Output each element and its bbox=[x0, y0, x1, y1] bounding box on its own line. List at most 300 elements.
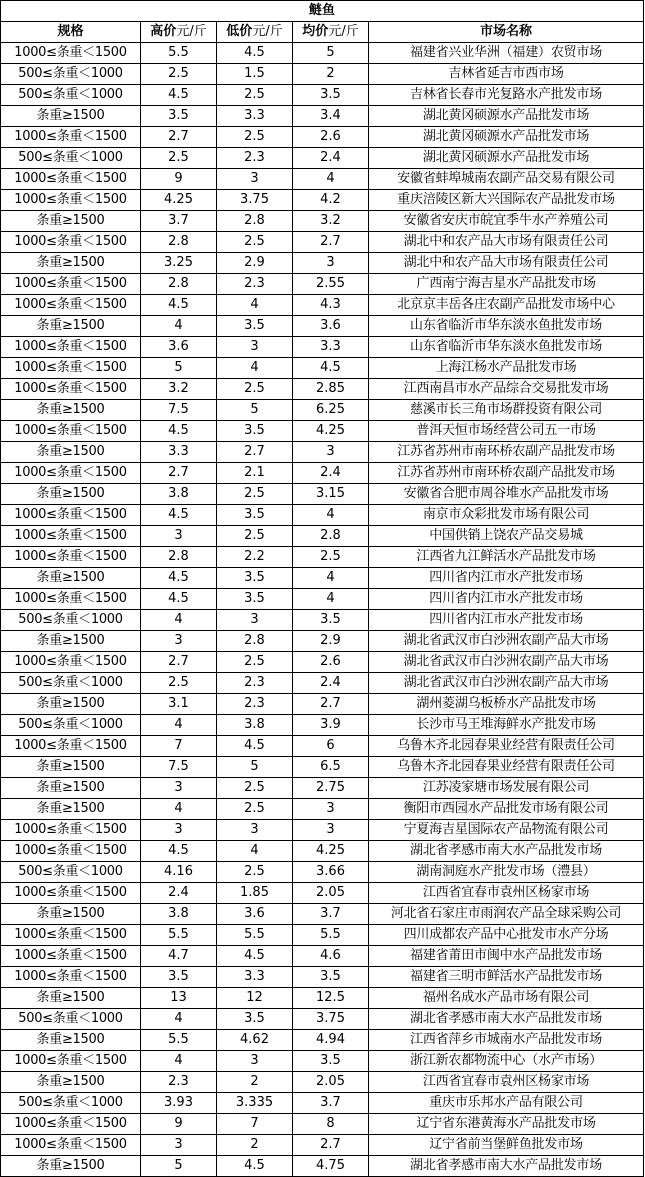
low-price-cell: 2 bbox=[217, 1072, 293, 1093]
high-price-cell: 4.5 bbox=[141, 421, 217, 442]
market-name-cell: 中国供销上饶农产品交易城 bbox=[369, 526, 644, 547]
spec-cell: 1000≤条重＜1500 bbox=[1, 274, 141, 295]
table-row bbox=[1, 316, 644, 337]
spec-cell: 条重≥1500 bbox=[1, 1072, 141, 1093]
low-price-cell: 2.8 bbox=[217, 211, 293, 232]
table-row bbox=[1, 211, 644, 232]
spec-cell: 1000≤条重＜1500 bbox=[1, 127, 141, 148]
market-name-cell: 南京市众彩批发市场有限公司 bbox=[369, 505, 644, 526]
market-name-cell: 四川省内江市水产批发市场 bbox=[369, 589, 644, 610]
spec-cell: 500≤条重＜1000 bbox=[1, 1093, 141, 1114]
low-price-cell: 3 bbox=[217, 169, 293, 190]
avg-price-cell: 3.3 bbox=[293, 337, 369, 358]
spec-cell: 1000≤条重＜1500 bbox=[1, 232, 141, 253]
market-name-cell: 江西省萍乡市城南水产品批发市场 bbox=[369, 1030, 644, 1051]
table-row bbox=[1, 358, 644, 379]
high-price-cell: 4.5 bbox=[141, 589, 217, 610]
avg-price-cell: 3 bbox=[293, 253, 369, 274]
market-name-cell: 福建省三明市鲜活水产品批发市场 bbox=[369, 967, 644, 988]
high-price-cell: 9 bbox=[141, 169, 217, 190]
market-name-cell: 湖北省武汉市白沙洲农副产品大市场 bbox=[369, 673, 644, 694]
low-price-cell: 2.1 bbox=[217, 463, 293, 484]
high-price-cell: 5.5 bbox=[141, 43, 217, 64]
low-price-cell: 3 bbox=[217, 1051, 293, 1072]
avg-price-cell: 2.7 bbox=[293, 1135, 369, 1156]
spec-cell: 条重≥1500 bbox=[1, 631, 141, 652]
header-high-unit: 元/斤 bbox=[176, 24, 207, 39]
high-price-cell: 4 bbox=[141, 799, 217, 820]
high-price-cell: 7.5 bbox=[141, 757, 217, 778]
low-price-cell: 3.75 bbox=[217, 190, 293, 211]
low-price-cell: 2 bbox=[217, 1135, 293, 1156]
spec-cell: 1000≤条重＜1500 bbox=[1, 505, 141, 526]
spec-cell: 1000≤条重＜1500 bbox=[1, 1135, 141, 1156]
market-name-cell: 江西省宜春市袁州区杨家市场 bbox=[369, 1072, 644, 1093]
spec-cell: 条重≥1500 bbox=[1, 400, 141, 421]
high-price-cell: 4.5 bbox=[141, 295, 217, 316]
table-row bbox=[1, 1093, 644, 1114]
avg-price-cell: 5.5 bbox=[293, 925, 369, 946]
market-name-cell: 吉林省长春市光复路水产批发市场 bbox=[369, 85, 644, 106]
high-price-cell: 7.5 bbox=[141, 400, 217, 421]
avg-price-cell: 4 bbox=[293, 505, 369, 526]
table-row bbox=[1, 631, 644, 652]
table-row bbox=[1, 589, 644, 610]
table-row bbox=[1, 1051, 644, 1072]
market-name-cell: 四川省内江市水产批发市场 bbox=[369, 610, 644, 631]
market-name-cell: 长沙市马王堆海鲜水产批发市场 bbox=[369, 715, 644, 736]
table-row bbox=[1, 736, 644, 757]
table-row bbox=[1, 442, 644, 463]
header-high-label: 高价 bbox=[150, 24, 177, 39]
table-row bbox=[1, 967, 644, 988]
avg-price-cell: 2.8 bbox=[293, 526, 369, 547]
table-row bbox=[1, 757, 644, 778]
high-price-cell: 4 bbox=[141, 1051, 217, 1072]
low-price-cell: 3.5 bbox=[217, 505, 293, 526]
table-row bbox=[1, 148, 644, 169]
low-price-cell: 2.9 bbox=[217, 253, 293, 274]
market-name-cell: 吉林省延吉市西市场 bbox=[369, 64, 644, 85]
low-price-cell: 4.5 bbox=[217, 1156, 293, 1177]
high-price-cell: 2.7 bbox=[141, 652, 217, 673]
low-price-cell: 3.3 bbox=[217, 967, 293, 988]
high-price-cell: 2.8 bbox=[141, 232, 217, 253]
table-row bbox=[1, 862, 644, 883]
high-price-cell: 3.8 bbox=[141, 904, 217, 925]
spec-cell: 条重≥1500 bbox=[1, 211, 141, 232]
header-high-price bbox=[141, 22, 217, 43]
avg-price-cell: 4.2 bbox=[293, 190, 369, 211]
low-price-cell: 3.335 bbox=[217, 1093, 293, 1114]
table-row bbox=[1, 1135, 644, 1156]
low-price-cell: 3.5 bbox=[217, 568, 293, 589]
high-price-cell: 5.5 bbox=[141, 925, 217, 946]
market-name-cell: 江苏省苏州市南环桥农副产品批发市场 bbox=[369, 463, 644, 484]
spec-cell: 1000≤条重＜1500 bbox=[1, 652, 141, 673]
header-market: 市场名称 bbox=[369, 22, 644, 43]
spec-cell: 1000≤条重＜1500 bbox=[1, 820, 141, 841]
high-price-cell: 2.5 bbox=[141, 64, 217, 85]
market-name-cell: 江西南昌市水产品综合交易批发市场 bbox=[369, 379, 644, 400]
market-name-cell: 福州名成水产品市场有限公司 bbox=[369, 988, 644, 1009]
high-price-cell: 2.8 bbox=[141, 274, 217, 295]
spec-cell: 条重≥1500 bbox=[1, 757, 141, 778]
spec-cell: 条重≥1500 bbox=[1, 988, 141, 1009]
high-price-cell: 4.7 bbox=[141, 946, 217, 967]
header-low-label: 低价 bbox=[226, 24, 253, 39]
spec-cell: 条重≥1500 bbox=[1, 799, 141, 820]
spec-cell: 500≤条重＜1000 bbox=[1, 610, 141, 631]
high-price-cell: 4.25 bbox=[141, 190, 217, 211]
table-row bbox=[1, 925, 644, 946]
high-price-cell: 9 bbox=[141, 1114, 217, 1135]
table-row bbox=[1, 484, 644, 505]
avg-price-cell: 2.05 bbox=[293, 883, 369, 904]
spec-cell: 1000≤条重＜1500 bbox=[1, 463, 141, 484]
low-price-cell: 2.5 bbox=[217, 799, 293, 820]
avg-price-cell: 8 bbox=[293, 1114, 369, 1135]
table-row bbox=[1, 274, 644, 295]
high-price-cell: 3.93 bbox=[141, 1093, 217, 1114]
avg-price-cell: 2 bbox=[293, 64, 369, 85]
spec-cell: 500≤条重＜1000 bbox=[1, 148, 141, 169]
avg-price-cell: 4 bbox=[293, 568, 369, 589]
table-row bbox=[1, 463, 644, 484]
avg-price-cell: 3.6 bbox=[293, 316, 369, 337]
low-price-cell: 2.7 bbox=[217, 442, 293, 463]
market-name-cell: 福建省兴业华洲（福建）农贸市场 bbox=[369, 43, 644, 64]
high-price-cell: 3 bbox=[141, 778, 217, 799]
high-price-cell: 3.5 bbox=[141, 967, 217, 988]
spec-cell: 1000≤条重＜1500 bbox=[1, 967, 141, 988]
market-name-cell: 湖州菱湖乌板桥水产品批发市场 bbox=[369, 694, 644, 715]
high-price-cell: 3.25 bbox=[141, 253, 217, 274]
header-avg-price bbox=[293, 22, 369, 43]
table-row bbox=[1, 1072, 644, 1093]
spec-cell: 500≤条重＜1000 bbox=[1, 85, 141, 106]
header-low-unit: 元/斤 bbox=[252, 24, 283, 39]
table-row bbox=[1, 337, 644, 358]
spec-cell: 500≤条重＜1000 bbox=[1, 673, 141, 694]
avg-price-cell: 3.2 bbox=[293, 211, 369, 232]
market-name-cell: 浙江新农都物流中心（水产市场） bbox=[369, 1051, 644, 1072]
avg-price-cell: 6.5 bbox=[293, 757, 369, 778]
low-price-cell: 5.5 bbox=[217, 925, 293, 946]
avg-price-cell: 3.5 bbox=[293, 967, 369, 988]
header-avg-label: 均价 bbox=[302, 24, 329, 39]
high-price-cell: 4.5 bbox=[141, 841, 217, 862]
high-price-cell: 4 bbox=[141, 610, 217, 631]
spec-cell: 1000≤条重＜1500 bbox=[1, 589, 141, 610]
header-row bbox=[1, 22, 644, 43]
avg-price-cell: 5 bbox=[293, 43, 369, 64]
market-name-cell: 河北省石家庄市雨润农产品全球采购公司 bbox=[369, 904, 644, 925]
low-price-cell: 2.5 bbox=[217, 484, 293, 505]
spec-cell: 1000≤条重＜1500 bbox=[1, 1051, 141, 1072]
spec-cell: 1000≤条重＜1500 bbox=[1, 1114, 141, 1135]
avg-price-cell: 4.94 bbox=[293, 1030, 369, 1051]
spec-cell: 1000≤条重＜1500 bbox=[1, 43, 141, 64]
low-price-cell: 4.5 bbox=[217, 736, 293, 757]
title-row bbox=[1, 1, 644, 22]
low-price-cell: 3.5 bbox=[217, 1009, 293, 1030]
market-name-cell: 湖北黄冈硕源水产品批发市场 bbox=[369, 148, 644, 169]
high-price-cell: 2.5 bbox=[141, 148, 217, 169]
low-price-cell: 4 bbox=[217, 841, 293, 862]
high-price-cell: 3 bbox=[141, 820, 217, 841]
low-price-cell: 3.6 bbox=[217, 904, 293, 925]
spec-cell: 条重≥1500 bbox=[1, 568, 141, 589]
avg-price-cell: 4.75 bbox=[293, 1156, 369, 1177]
table-row bbox=[1, 694, 644, 715]
market-name-cell: 辽宁省东港黄海水产品批发市场 bbox=[369, 1114, 644, 1135]
market-name-cell: 福建省莆田市闽中水产品批发市场 bbox=[369, 946, 644, 967]
avg-price-cell: 3.7 bbox=[293, 1093, 369, 1114]
avg-price-cell: 2.05 bbox=[293, 1072, 369, 1093]
spec-cell: 条重≥1500 bbox=[1, 484, 141, 505]
high-price-cell: 4 bbox=[141, 316, 217, 337]
low-price-cell: 2.2 bbox=[217, 547, 293, 568]
high-price-cell: 2.3 bbox=[141, 1072, 217, 1093]
market-name-cell: 安徽省安庆市皖宜季牛水产养殖公司 bbox=[369, 211, 644, 232]
low-price-cell: 5 bbox=[217, 400, 293, 421]
high-price-cell: 4 bbox=[141, 1009, 217, 1030]
low-price-cell: 2.5 bbox=[217, 379, 293, 400]
spec-cell: 条重≥1500 bbox=[1, 1156, 141, 1177]
table-row bbox=[1, 841, 644, 862]
table-row bbox=[1, 421, 644, 442]
low-price-cell: 7 bbox=[217, 1114, 293, 1135]
table-row bbox=[1, 400, 644, 421]
low-price-cell: 3 bbox=[217, 820, 293, 841]
low-price-cell: 3.5 bbox=[217, 589, 293, 610]
low-price-cell: 3.5 bbox=[217, 421, 293, 442]
low-price-cell: 2.3 bbox=[217, 148, 293, 169]
high-price-cell: 4.5 bbox=[141, 568, 217, 589]
market-name-cell: 广西南宁海吉星水产品批发市场 bbox=[369, 274, 644, 295]
low-price-cell: 2.3 bbox=[217, 694, 293, 715]
table-row bbox=[1, 1030, 644, 1051]
table-row bbox=[1, 505, 644, 526]
low-price-cell: 5 bbox=[217, 757, 293, 778]
table-row bbox=[1, 232, 644, 253]
market-name-cell: 江苏凌家塘市场发展有限公司 bbox=[369, 778, 644, 799]
spec-cell: 1000≤条重＜1500 bbox=[1, 421, 141, 442]
spec-cell: 1000≤条重＜1500 bbox=[1, 547, 141, 568]
high-price-cell: 3.6 bbox=[141, 337, 217, 358]
avg-price-cell: 2.4 bbox=[293, 673, 369, 694]
high-price-cell: 5 bbox=[141, 1156, 217, 1177]
high-price-cell: 3 bbox=[141, 1135, 217, 1156]
table-title: 鲢鱼 bbox=[1, 1, 644, 22]
low-price-cell: 2.5 bbox=[217, 85, 293, 106]
market-name-cell: 上海江杨水产品批发市场 bbox=[369, 358, 644, 379]
market-name-cell: 慈溪市长三角市场群投资有限公司 bbox=[369, 400, 644, 421]
market-name-cell: 江西省宜春市袁州区杨家市场 bbox=[369, 883, 644, 904]
spec-cell: 500≤条重＜1000 bbox=[1, 715, 141, 736]
avg-price-cell: 6.25 bbox=[293, 400, 369, 421]
high-price-cell: 3.7 bbox=[141, 211, 217, 232]
table-row bbox=[1, 295, 644, 316]
spec-cell: 1000≤条重＜1500 bbox=[1, 736, 141, 757]
market-name-cell: 山东省临沂市华东淡水鱼批发市场 bbox=[369, 316, 644, 337]
market-name-cell: 湖北省武汉市白沙洲农副产品大市场 bbox=[369, 631, 644, 652]
spec-cell: 1000≤条重＜1500 bbox=[1, 925, 141, 946]
market-name-cell: 湖北省武汉市白沙洲农副产品大市场 bbox=[369, 652, 644, 673]
table-row bbox=[1, 946, 644, 967]
avg-price-cell: 2.4 bbox=[293, 148, 369, 169]
market-name-cell: 安徽省蚌埠城南农副产品交易有限公司 bbox=[369, 169, 644, 190]
table-row bbox=[1, 820, 644, 841]
header-low-price bbox=[217, 22, 293, 43]
low-price-cell: 4.62 bbox=[217, 1030, 293, 1051]
avg-price-cell: 2.75 bbox=[293, 778, 369, 799]
market-name-cell: 安徽省合肥市周谷堆水产品批发市场 bbox=[369, 484, 644, 505]
low-price-cell: 2.5 bbox=[217, 232, 293, 253]
avg-price-cell: 3.75 bbox=[293, 1009, 369, 1030]
market-name-cell: 普洱天恒市场经营公司五一市场 bbox=[369, 421, 644, 442]
avg-price-cell: 3.5 bbox=[293, 610, 369, 631]
low-price-cell: 2.5 bbox=[217, 127, 293, 148]
market-name-cell: 北京京丰岳各庄农副产品批发市场中心 bbox=[369, 295, 644, 316]
avg-price-cell: 3.15 bbox=[293, 484, 369, 505]
market-name-cell: 宁夏海吉星国际农产品物流有限公司 bbox=[369, 820, 644, 841]
avg-price-cell: 4.25 bbox=[293, 421, 369, 442]
spec-cell: 1000≤条重＜1500 bbox=[1, 190, 141, 211]
spec-cell: 1000≤条重＜1500 bbox=[1, 337, 141, 358]
avg-price-cell: 4.5 bbox=[293, 358, 369, 379]
avg-price-cell: 3.7 bbox=[293, 904, 369, 925]
header-spec: 规格 bbox=[1, 22, 141, 43]
table-row bbox=[1, 85, 644, 106]
avg-price-cell: 3 bbox=[293, 799, 369, 820]
spec-cell: 1000≤条重＜1500 bbox=[1, 379, 141, 400]
table-body bbox=[1, 43, 644, 1177]
market-name-cell: 湖北省孝感市南大水产品批发市场 bbox=[369, 1156, 644, 1177]
high-price-cell: 5 bbox=[141, 358, 217, 379]
avg-price-cell: 3.5 bbox=[293, 1051, 369, 1072]
high-price-cell: 3.2 bbox=[141, 379, 217, 400]
spec-cell: 1000≤条重＜1500 bbox=[1, 169, 141, 190]
avg-price-cell: 2.6 bbox=[293, 127, 369, 148]
spec-cell: 1000≤条重＜1500 bbox=[1, 841, 141, 862]
low-price-cell: 2.8 bbox=[217, 631, 293, 652]
high-price-cell: 3.1 bbox=[141, 694, 217, 715]
avg-price-cell: 2.85 bbox=[293, 379, 369, 400]
high-price-cell: 3.8 bbox=[141, 484, 217, 505]
avg-price-cell: 4 bbox=[293, 589, 369, 610]
low-price-cell: 2.3 bbox=[217, 673, 293, 694]
low-price-cell: 4 bbox=[217, 295, 293, 316]
market-name-cell: 湖北中和农产品大市场有限责任公司 bbox=[369, 253, 644, 274]
low-price-cell: 4.5 bbox=[217, 946, 293, 967]
market-name-cell: 四川成都农产品中心批发市水产分场 bbox=[369, 925, 644, 946]
spec-cell: 条重≥1500 bbox=[1, 442, 141, 463]
spec-cell: 1000≤条重＜1500 bbox=[1, 526, 141, 547]
market-name-cell: 衡阳市西园水产品批发市场有限公司 bbox=[369, 799, 644, 820]
market-name-cell: 湖北省孝感市南大水产品批发市场 bbox=[369, 1009, 644, 1030]
avg-price-cell: 3.4 bbox=[293, 106, 369, 127]
low-price-cell: 2.5 bbox=[217, 526, 293, 547]
spec-cell: 500≤条重＜1000 bbox=[1, 862, 141, 883]
high-price-cell: 2.7 bbox=[141, 127, 217, 148]
high-price-cell: 2.4 bbox=[141, 883, 217, 904]
avg-price-cell: 2.4 bbox=[293, 463, 369, 484]
low-price-cell: 2.5 bbox=[217, 862, 293, 883]
market-name-cell: 江西省九江鲜活水产品批发市场 bbox=[369, 547, 644, 568]
market-name-cell: 湖北黄冈硕源水产品批发市场 bbox=[369, 127, 644, 148]
table-row bbox=[1, 43, 644, 64]
table-row bbox=[1, 64, 644, 85]
low-price-cell: 1.5 bbox=[217, 64, 293, 85]
market-name-cell: 山东省临沂市华东淡水鱼批发市场 bbox=[369, 337, 644, 358]
table-row bbox=[1, 253, 644, 274]
table-row bbox=[1, 883, 644, 904]
table-row bbox=[1, 379, 644, 400]
table-row bbox=[1, 568, 644, 589]
high-price-cell: 5.5 bbox=[141, 1030, 217, 1051]
low-price-cell: 1.85 bbox=[217, 883, 293, 904]
spec-cell: 500≤条重＜1000 bbox=[1, 1009, 141, 1030]
table-row bbox=[1, 715, 644, 736]
avg-price-cell: 3 bbox=[293, 442, 369, 463]
avg-price-cell: 4.3 bbox=[293, 295, 369, 316]
avg-price-cell: 3.9 bbox=[293, 715, 369, 736]
table-row bbox=[1, 610, 644, 631]
spec-cell: 条重≥1500 bbox=[1, 694, 141, 715]
spec-cell: 1000≤条重＜1500 bbox=[1, 295, 141, 316]
market-name-cell: 重庆涪陵区新大兴国际农产品批发市场 bbox=[369, 190, 644, 211]
table-row bbox=[1, 1114, 644, 1135]
low-price-cell: 12 bbox=[217, 988, 293, 1009]
market-name-cell: 乌鲁木齐北园春果业经营有限责任公司 bbox=[369, 736, 644, 757]
avg-price-cell: 3.5 bbox=[293, 85, 369, 106]
market-name-cell: 湖北黄冈硕源水产品批发市场 bbox=[369, 106, 644, 127]
high-price-cell: 4.5 bbox=[141, 85, 217, 106]
spec-cell: 1000≤条重＜1500 bbox=[1, 358, 141, 379]
avg-price-cell: 3.66 bbox=[293, 862, 369, 883]
avg-price-cell: 2.9 bbox=[293, 631, 369, 652]
low-price-cell: 3.3 bbox=[217, 106, 293, 127]
low-price-cell: 3.8 bbox=[217, 715, 293, 736]
spec-cell: 1000≤条重＜1500 bbox=[1, 883, 141, 904]
market-name-cell: 重庆市乐邦水产品有限公司 bbox=[369, 1093, 644, 1114]
spec-cell: 1000≤条重＜1500 bbox=[1, 946, 141, 967]
market-name-cell: 辽宁省前当堡鲜鱼批发市场 bbox=[369, 1135, 644, 1156]
spec-cell: 条重≥1500 bbox=[1, 253, 141, 274]
high-price-cell: 4.16 bbox=[141, 862, 217, 883]
high-price-cell: 2.5 bbox=[141, 673, 217, 694]
table-row bbox=[1, 778, 644, 799]
high-price-cell: 3 bbox=[141, 526, 217, 547]
spec-cell: 条重≥1500 bbox=[1, 106, 141, 127]
market-name-cell: 江苏省苏州市南环桥农副产品批发市场 bbox=[369, 442, 644, 463]
low-price-cell: 3 bbox=[217, 337, 293, 358]
high-price-cell: 3 bbox=[141, 631, 217, 652]
high-price-cell: 3.5 bbox=[141, 106, 217, 127]
high-price-cell: 3.3 bbox=[141, 442, 217, 463]
spec-cell: 条重≥1500 bbox=[1, 904, 141, 925]
avg-price-cell: 2.7 bbox=[293, 232, 369, 253]
low-price-cell: 4 bbox=[217, 358, 293, 379]
table-row bbox=[1, 1156, 644, 1177]
table-row bbox=[1, 547, 644, 568]
table-row bbox=[1, 904, 644, 925]
table-row bbox=[1, 799, 644, 820]
table-row bbox=[1, 988, 644, 1009]
table-row bbox=[1, 127, 644, 148]
